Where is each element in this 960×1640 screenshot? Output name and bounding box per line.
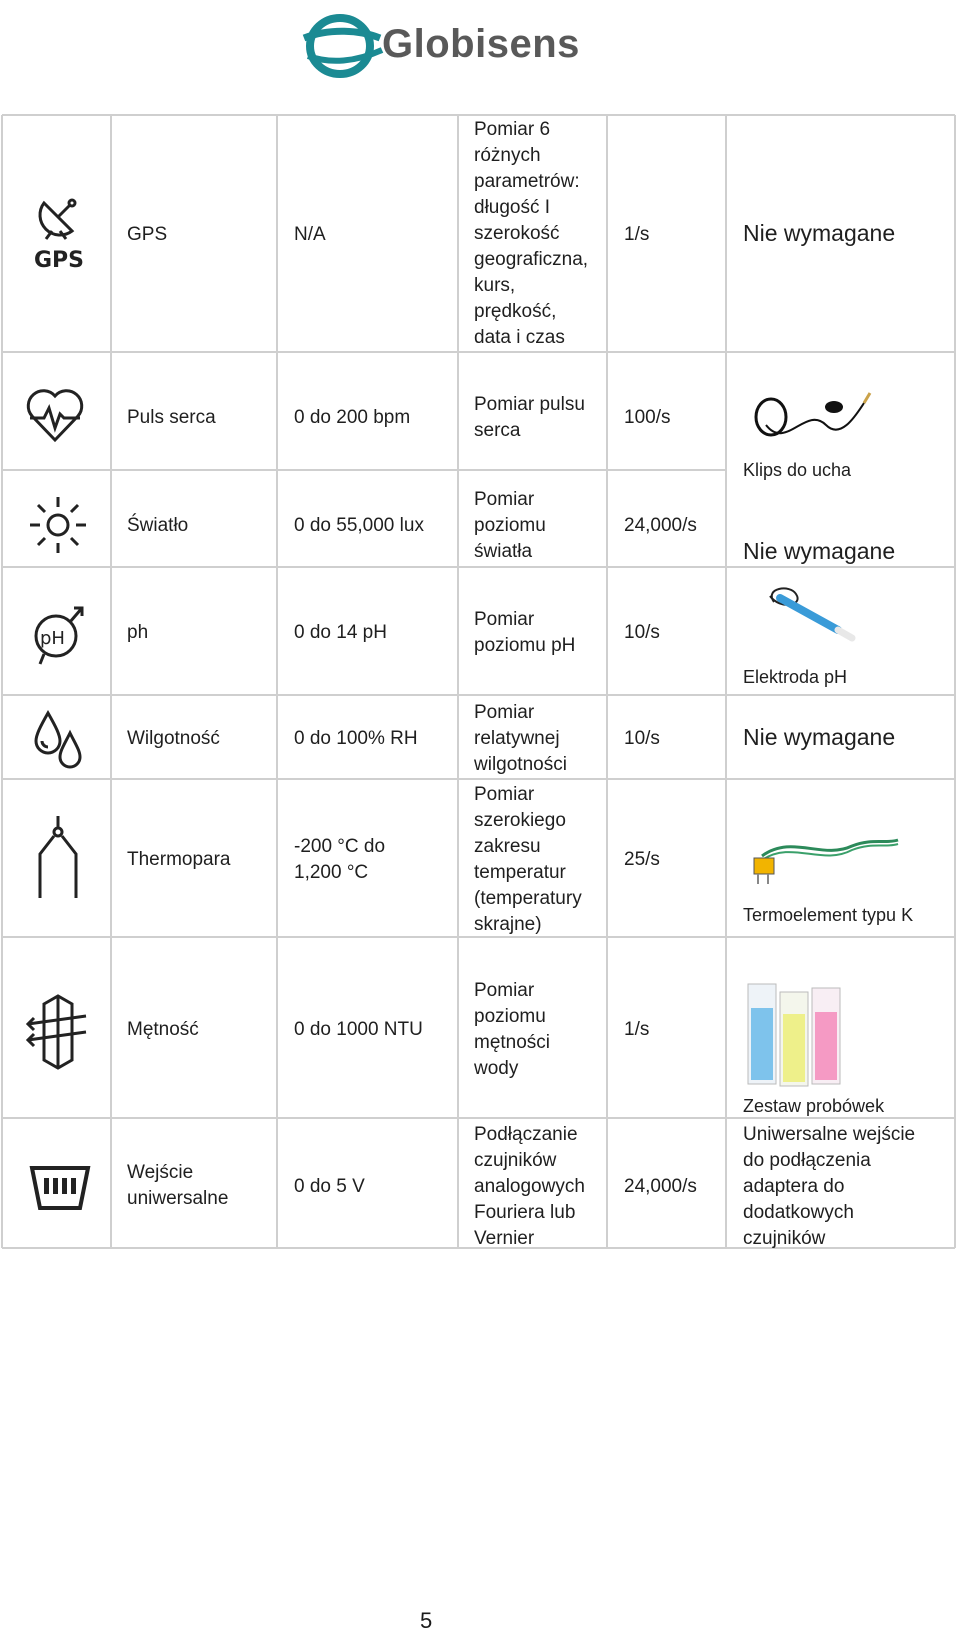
gps-icon [32,195,92,275]
row-heart-accessory: Klips do ucha [743,460,852,480]
row-light-description: Pomiar poziomu światła [474,489,546,562]
row-heart-name: Puls serca [127,407,216,428]
row-input-description: Podłączanie czujników analogowych Fouriera lub Vernier [474,1124,585,1249]
row-turbidity-accessory: Zestaw probówek [743,1096,885,1116]
row-light-accessory: Nie wymagane [743,538,896,564]
row-turbidity-name: Mętność [127,1019,199,1040]
row-light-name: Światło [127,515,189,536]
row-thermo-range: -200 °C do 1,200 °C [294,836,386,883]
light-icon [26,493,90,557]
row-humidity-range: 0 do 100% RH [294,728,418,749]
row-humidity-name: Wilgotność [127,728,220,749]
row-gps-range: N/A [294,224,326,245]
row-ph-description: Pomiar poziomu pH [474,609,576,656]
turbidity-icon [26,994,92,1070]
row-gps-description: Pomiar 6 różnych parametrów: długość I szerokość geograficzna, kurs, prędkość, data i czas [474,119,589,348]
row-ph-rate: 10/s [624,622,660,643]
thermocouple-k-photo [752,830,902,890]
row-thermo-rate: 25/s [624,849,660,870]
humidity-icon [34,709,86,773]
row-humidity-description: Pomiar relatywnej wilgotności [474,702,567,775]
row-thermo-accessory: Termoelement typu K [743,905,914,925]
row-heart-rate: 100/s [624,407,671,428]
row-light-range: 0 do 55,000 lux [294,515,424,536]
row-light-rate: 24,000/s [624,515,697,536]
row-heart-range: 0 do 200 bpm [294,407,411,428]
ph-icon [32,602,88,666]
universal-input-icon [28,1164,92,1212]
row-thermo-description: Pomiar szerokiego zakresu temperatur (temperatury skrajne) [474,784,582,935]
cuvette-set-photo [744,978,854,1090]
thermocouple-icon [36,814,80,900]
svg-text:pH: pH [40,628,65,649]
row-gps-accessory: Nie wymagane [743,220,896,246]
row-humidity-rate: 10/s [624,728,660,749]
row-turbidity-description: Pomiar poziomu mętności wody [474,980,551,1079]
row-input-accessory: Uniwersalne wejście do podłączenia adaptera do dodatkowych czujników [743,1124,916,1249]
row-gps-rate: 1/s [624,224,650,245]
row-ph-accessory: Elektroda pH [743,667,848,687]
page-number: 5 [420,1608,433,1633]
row-turbidity-range: 0 do 1000 NTU [294,1019,423,1040]
logo-text: Globisens [382,22,580,66]
row-input-rate: 24,000/s [624,1176,697,1197]
row-ph-range: 0 do 14 pH [294,622,387,643]
row-gps-name: GPS [127,224,168,245]
row-input-name: Wejście uniwersalne [127,1162,229,1209]
row-ph-name: ph [127,622,149,643]
heart-rate-icon [24,384,86,446]
ear-clip-photo [746,385,876,455]
row-thermo-name: Thermopara [127,849,231,870]
row-humidity-accessory: Nie wymagane [743,724,896,750]
svg-text:GPS: GPS [34,248,85,273]
ph-electrode-photo [760,582,870,652]
row-heart-description: Pomiar pulsu serca [474,394,585,441]
row-turbidity-rate: 1/s [624,1019,650,1040]
row-input-range: 0 do 5 V [294,1176,365,1197]
